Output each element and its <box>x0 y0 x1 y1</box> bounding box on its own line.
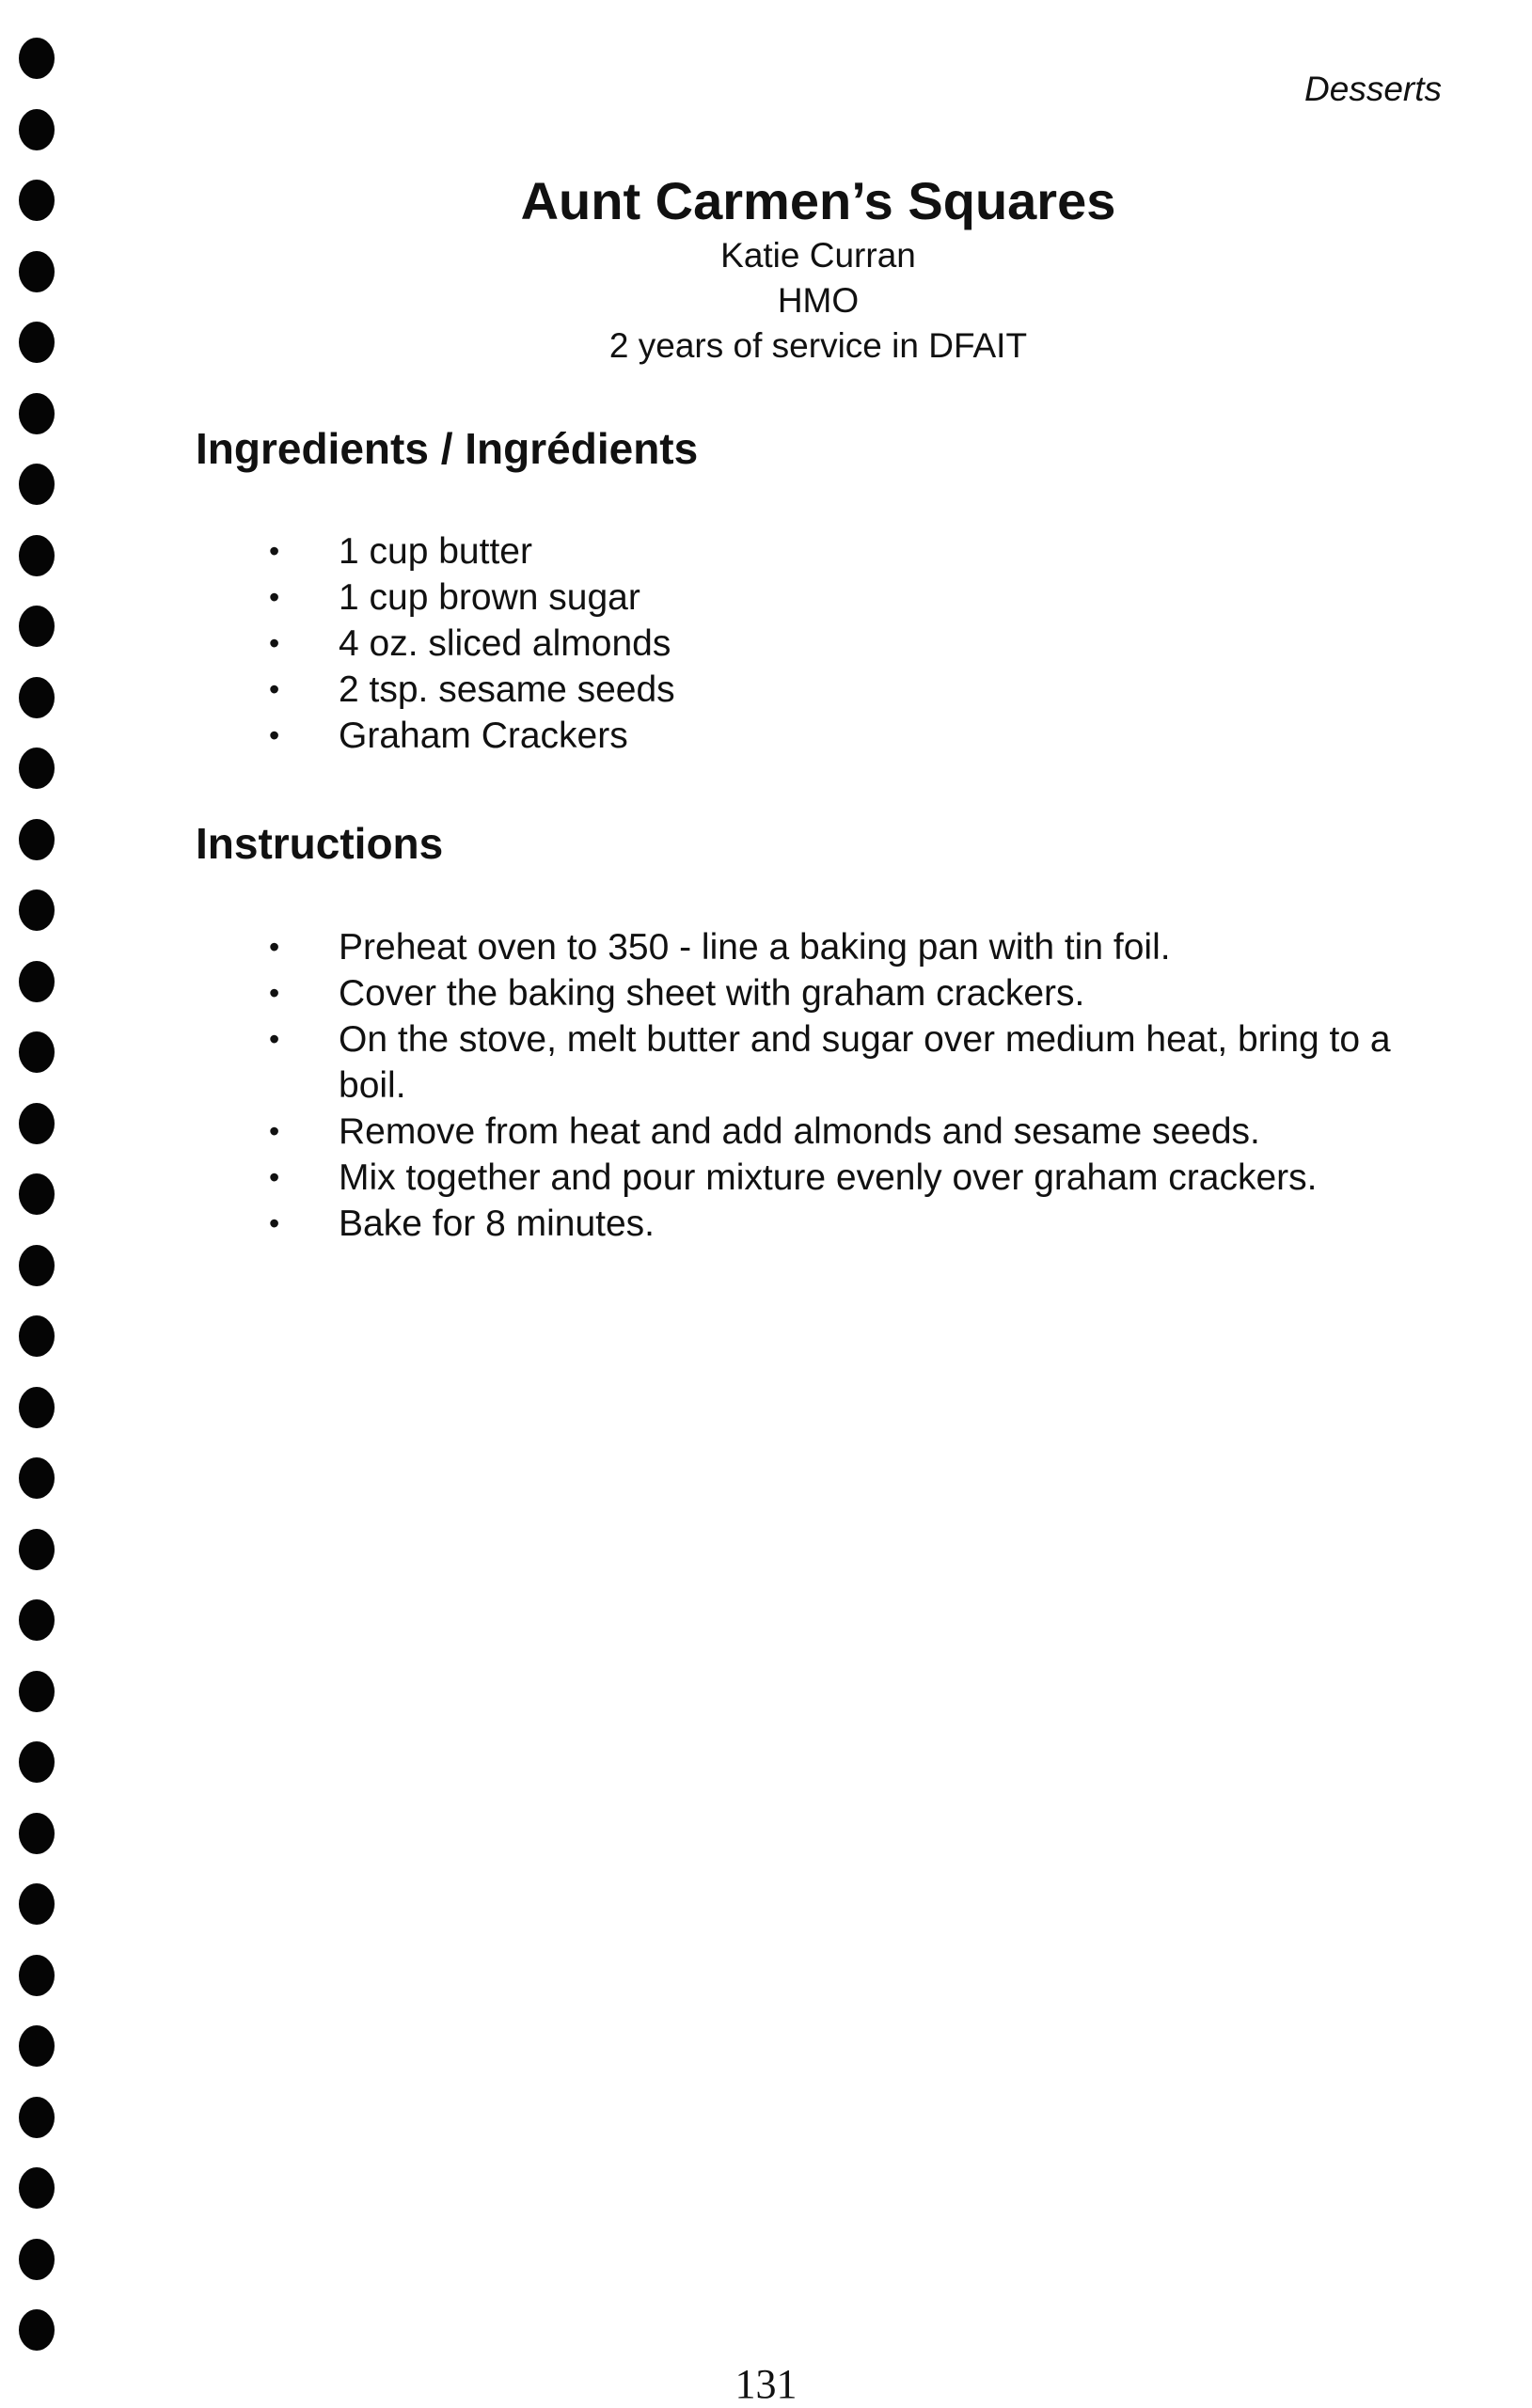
recipe-service: 2 years of service in DFAIT <box>608 326 1028 365</box>
ingredient-text: 1 cup brown sugar <box>339 577 640 618</box>
bullet-icon: • <box>269 718 280 752</box>
ingredients-heading: Ingredients / Ingrédients <box>196 424 699 473</box>
binding-hole-icon <box>19 180 55 221</box>
bullet-icon: • <box>269 580 280 614</box>
binding-hole-icon <box>19 1457 55 1499</box>
list-item <box>0 667 1467 713</box>
section-label: Desserts <box>1304 70 1442 108</box>
list-item <box>0 574 1467 621</box>
list-item <box>0 528 1467 574</box>
bullet-icon: • <box>269 1114 280 1148</box>
instruction-text: On the stove, melt butter and sugar over medium heat, bring to a boil. <box>339 1019 1391 1106</box>
binding-hole-icon <box>19 819 55 860</box>
instruction-text: Remove from heat and add almonds and sesame seeds. <box>339 1111 1260 1152</box>
bullet-icon: • <box>269 976 280 1010</box>
binding-hole-icon <box>19 1315 55 1357</box>
binding-hole-icon <box>19 2239 55 2280</box>
ingredient-text: 1 cup butter <box>339 531 532 572</box>
bullet-icon: • <box>269 1022 280 1056</box>
instruction-text: Cover the baking sheet with graham crackers. <box>339 973 1085 1014</box>
instructions-heading: Instructions <box>196 819 444 868</box>
binding-hole-icon <box>19 1529 55 1570</box>
binding-hole-icon <box>19 1387 55 1428</box>
binding-hole-icon <box>19 2025 55 2067</box>
list-item <box>0 621 1467 667</box>
page-number: 131 <box>734 2361 798 2407</box>
list-item <box>0 970 1467 1016</box>
bullet-icon: • <box>269 672 280 706</box>
list-item <box>0 924 1467 970</box>
binding-hole-icon <box>19 2097 55 2138</box>
instruction-text: Bake for 8 minutes. <box>339 1204 655 1244</box>
list-item <box>0 1201 1467 1247</box>
recipe-title-block <box>414 169 1223 369</box>
binding-hole-icon <box>19 2309 55 2351</box>
bullet-icon: • <box>269 1160 280 1194</box>
list-item <box>0 713 1467 759</box>
binding-hole-icon <box>19 38 55 79</box>
bullet-icon: • <box>269 626 280 660</box>
list-item <box>0 1016 1467 1109</box>
binding-hole-icon <box>19 1883 55 1925</box>
binding-hole-icon <box>19 393 55 434</box>
bullet-icon: • <box>269 930 280 964</box>
instruction-text: Mix together and pour mixture evenly over graham crackers. <box>339 1157 1318 1198</box>
binding-hole-icon <box>19 1245 55 1286</box>
binding-hole-icon <box>19 1599 55 1641</box>
bullet-icon: • <box>269 534 280 568</box>
binding-hole-icon <box>19 464 55 505</box>
binding-hole-icon <box>19 1813 55 1854</box>
list-item <box>0 1109 1467 1155</box>
list-item <box>0 1155 1467 1201</box>
recipe-organization: HMO <box>777 281 860 320</box>
binding-hole-icon <box>19 109 55 150</box>
binding-hole-icon <box>19 251 55 292</box>
binding-hole-icon <box>19 1741 55 1783</box>
instruction-text: Preheat oven to 350 - line a baking pan with tin foil. <box>339 927 1171 968</box>
bullet-icon: • <box>269 1206 280 1240</box>
ingredient-text: Graham Crackers <box>339 716 628 756</box>
binding-hole-icon <box>19 1671 55 1712</box>
recipe-title: Aunt Carmen’s Squares <box>520 171 1116 230</box>
binding-hole-icon <box>19 2167 55 2209</box>
binding-hole-icon <box>19 322 55 363</box>
ingredient-text: 2 tsp. sesame seeds <box>339 669 675 710</box>
binding-hole-icon <box>19 1955 55 1996</box>
instructions-list <box>0 924 1467 1247</box>
recipe-author: Katie Curran <box>720 236 916 275</box>
ingredient-text: 4 oz. sliced almonds <box>339 623 671 664</box>
ingredients-list <box>0 528 1467 759</box>
